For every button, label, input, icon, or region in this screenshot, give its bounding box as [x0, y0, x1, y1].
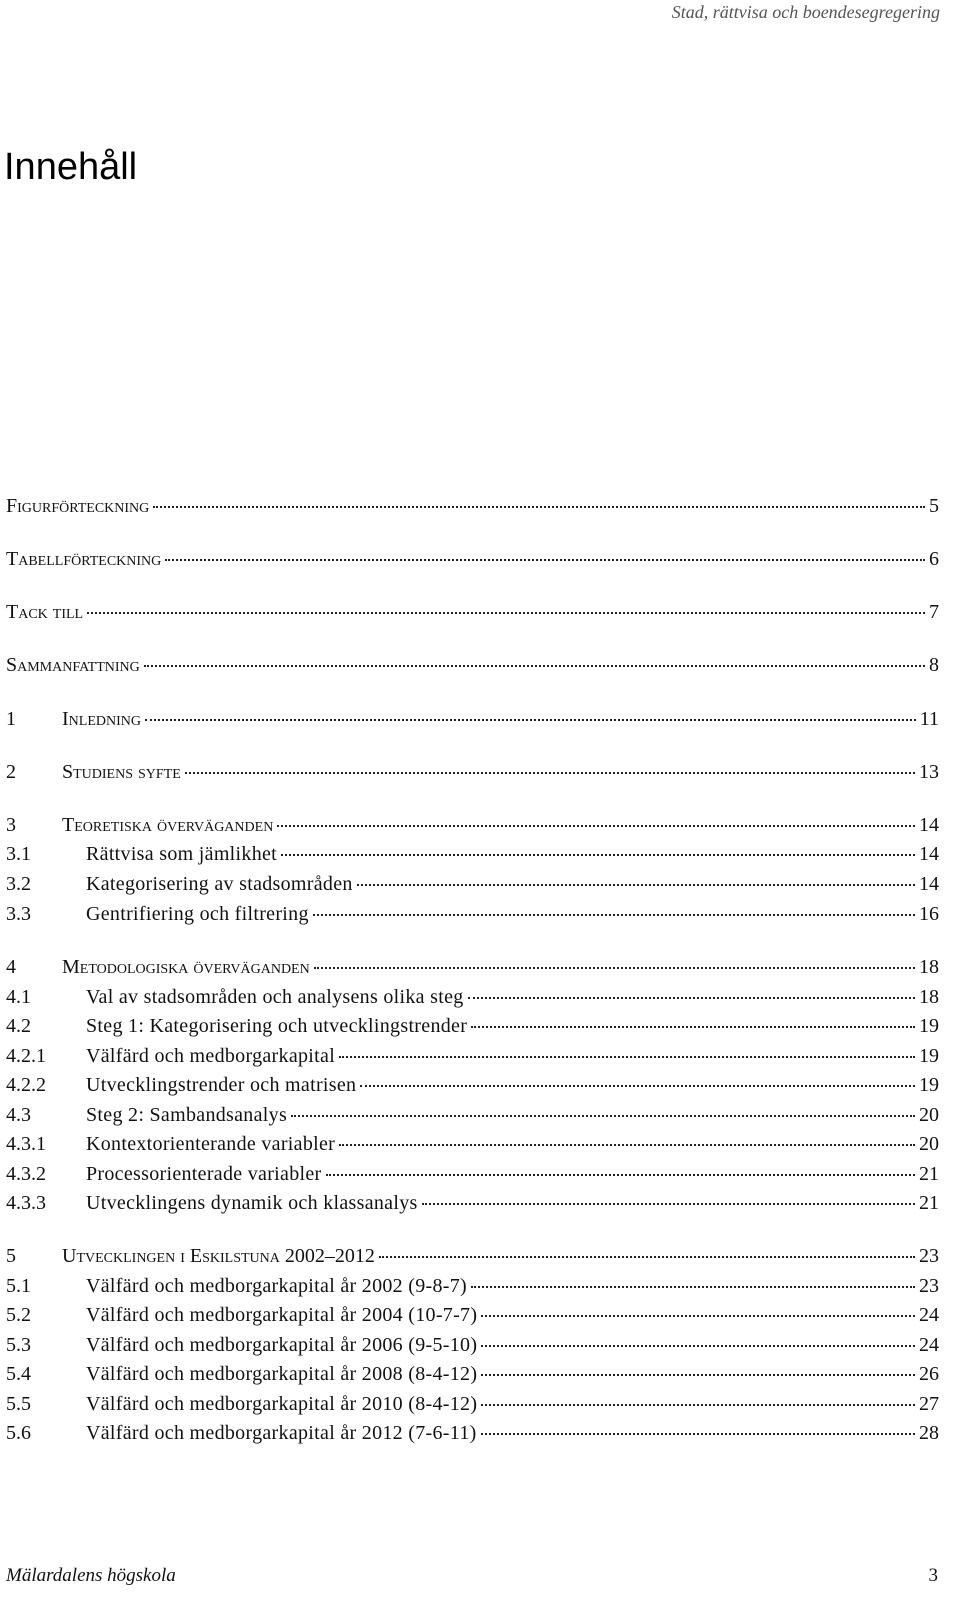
toc-entry-page: 5: [929, 495, 939, 517]
toc-entry-title: Tabellförteckning: [6, 548, 162, 570]
toc-entry-number: 3.3: [6, 903, 31, 925]
toc-entry-page: 27: [919, 1393, 939, 1415]
toc-entry-page: 16: [919, 903, 939, 925]
toc-entry-title: Välfärd och medborgarkapital år 2012 (7-6-11): [86, 1422, 477, 1444]
toc-entry-page: 20: [919, 1104, 939, 1126]
toc-entry-title: Utvecklingen i Eskilstuna 2002–2012: [62, 1245, 375, 1267]
toc-entry-page: 18: [919, 956, 939, 978]
running-header: Stad, rättvisa och boendesegregering: [671, 2, 940, 22]
toc-dot-leader: [145, 718, 916, 721]
toc-entry[interactable]: [6, 900, 939, 928]
toc-entry-page: 19: [919, 1015, 939, 1037]
toc-dot-leader: [471, 1025, 915, 1028]
toc-entry-number: 4.3.2: [6, 1163, 46, 1185]
toc-entry-page: 13: [919, 761, 939, 783]
toc-entry-number: 4.2.2: [6, 1074, 46, 1096]
toc-entry[interactable]: [6, 1101, 939, 1129]
toc-entry-number: 2: [6, 761, 16, 783]
toc-dot-leader: [357, 883, 915, 886]
toc-dot-leader: [144, 664, 925, 667]
toc-entry[interactable]: [6, 758, 939, 786]
toc-entry-page: 14: [919, 843, 939, 865]
toc-dot-leader: [339, 1143, 915, 1146]
toc-entry[interactable]: [6, 1242, 939, 1270]
toc-entry-title: Steg 2: Sambandsanalys: [86, 1104, 288, 1126]
toc-entry-title: Rättvisa som jämlikhet: [86, 843, 278, 865]
toc-entry-number: 4.2.1: [6, 1045, 46, 1067]
toc-entry-title: Välfärd och medborgarkapital år 2004 (10-7-7): [86, 1304, 478, 1326]
toc-entry-title: Välfärd och medborgarkapital år 2010 (8-4-12): [86, 1393, 478, 1415]
toc-dot-leader: [165, 558, 925, 561]
toc-entry-number: 4.3: [6, 1104, 31, 1126]
toc-dot-leader: [481, 1344, 915, 1347]
toc-entry[interactable]: [6, 1272, 939, 1300]
toc-entry-title: Välfärd och medborgarkapital år 2008 (8-4-12): [86, 1363, 478, 1385]
toc-dot-leader: [313, 913, 915, 916]
toc-entry[interactable]: [6, 545, 939, 573]
toc-entry-title: Kategorisering av stadsområden: [86, 873, 353, 895]
toc-dot-leader: [481, 1373, 915, 1376]
toc-entry-number: 4: [6, 956, 16, 978]
toc-entry-page: 14: [919, 814, 939, 836]
toc-entry-page: 26: [919, 1363, 939, 1385]
toc-entry[interactable]: [6, 1419, 939, 1447]
toc-entry-page: 24: [919, 1304, 939, 1326]
toc-entry-title: Processorienterade variabler: [86, 1163, 322, 1185]
toc-entry-page: 11: [919, 708, 939, 730]
toc-entry[interactable]: [6, 598, 939, 626]
toc-entry[interactable]: [6, 1360, 939, 1388]
toc-dot-leader: [339, 1055, 915, 1058]
toc-dot-leader: [87, 611, 925, 614]
toc-entry-title: Sammanfattning: [6, 654, 140, 676]
toc-entry-page: 7: [929, 601, 939, 623]
toc-entry-page: 23: [919, 1245, 939, 1267]
toc-entry-number: 3: [6, 814, 16, 836]
toc-entry-page: 14: [919, 873, 939, 895]
toc-entry[interactable]: [6, 1130, 939, 1158]
toc-dot-leader: [468, 996, 915, 999]
toc-entry-title: Teoretiska överväganden: [62, 814, 274, 836]
toc-entry[interactable]: [6, 840, 939, 868]
toc-entry-number: 4.1: [6, 986, 31, 1008]
toc-dot-leader: [281, 853, 915, 856]
toc-entry-page: 8: [929, 654, 939, 676]
toc-dot-leader: [481, 1314, 915, 1317]
toc-entry-page: 6: [929, 548, 939, 570]
toc-entry-number: 3.2: [6, 873, 31, 895]
toc-entry[interactable]: [6, 1301, 939, 1329]
toc-entry-title: Utvecklingstrender och matrisen: [86, 1074, 357, 1096]
toc-dot-leader: [481, 1403, 915, 1406]
toc-entry-title: Steg 1: Kategorisering och utvecklingstrender: [86, 1015, 468, 1037]
toc-entry[interactable]: [6, 811, 939, 839]
toc-entry-page: 19: [919, 1074, 939, 1096]
toc-entry-number: 4.2: [6, 1015, 31, 1037]
toc-dot-leader: [379, 1255, 915, 1258]
toc-entry[interactable]: [6, 1390, 939, 1418]
toc-entry-title: Metodologiska överväganden: [62, 956, 310, 978]
toc-dot-leader: [185, 771, 915, 774]
toc-entry-title: Välfärd och medborgarkapital: [86, 1045, 336, 1067]
toc-entry-title: Gentrifiering och filtrering: [86, 903, 309, 925]
toc-entry-title: Kontextorienterande variabler: [86, 1133, 336, 1155]
toc-entry-title: Figurförteckning: [6, 495, 150, 517]
toc-entry-title: Inledning: [62, 708, 141, 730]
toc-entry-page: 18: [919, 986, 939, 1008]
toc-entry-title: Välfärd och medborgarkapital år 2002 (9-8-7): [86, 1275, 468, 1297]
toc-entry-number: 5: [6, 1245, 16, 1267]
toc-dot-leader: [422, 1202, 915, 1205]
toc-heading: Innehåll: [4, 146, 138, 188]
toc-entry-title: Tack till: [6, 601, 84, 623]
toc-entry-number: 5.6: [6, 1422, 31, 1444]
toc-entry[interactable]: [6, 705, 939, 733]
toc-dot-leader: [481, 1432, 915, 1435]
toc-entry-number: 4.3.3: [6, 1192, 46, 1214]
toc-entry[interactable]: [6, 492, 939, 520]
toc-entry-number: 3.1: [6, 843, 31, 865]
toc-entry-page: 23: [919, 1275, 939, 1297]
footer-page-number: 3: [928, 1565, 938, 1586]
toc-dot-leader: [291, 1114, 915, 1117]
toc-entry-number: 5.3: [6, 1334, 31, 1356]
toc-entry-page: 21: [919, 1192, 939, 1214]
toc-dot-leader: [360, 1084, 915, 1087]
toc-entry[interactable]: [6, 953, 939, 981]
toc-entry-number: 5.1: [6, 1275, 31, 1297]
footer-institution: Mälardalens högskola: [6, 1565, 176, 1586]
toc-entry[interactable]: [6, 651, 939, 679]
toc-entry-title: Utvecklingens dynamik och klassanalys: [86, 1192, 418, 1214]
toc-entry[interactable]: [6, 1160, 939, 1188]
toc-entry[interactable]: [6, 870, 939, 898]
toc-entry[interactable]: [6, 1071, 939, 1099]
toc-entry-number: 5.2: [6, 1304, 31, 1326]
toc-dot-leader: [277, 824, 915, 827]
toc-entry[interactable]: [6, 1012, 939, 1040]
toc-dot-leader: [471, 1285, 915, 1288]
toc-entry-number: 5.5: [6, 1393, 31, 1415]
toc-entry-page: 24: [919, 1334, 939, 1356]
toc-entry-page: 28: [919, 1422, 939, 1444]
toc-entry[interactable]: [6, 983, 939, 1011]
toc-dot-leader: [326, 1173, 915, 1176]
toc-entry-number: 5.4: [6, 1363, 31, 1385]
toc-entry-number: 4.3.1: [6, 1133, 46, 1155]
toc-entry-title: Val av stadsområden och analysens olika steg: [86, 986, 464, 1008]
toc-entry-number: 1: [6, 708, 16, 730]
toc-entry-page: 21: [919, 1163, 939, 1185]
toc-dot-leader: [153, 505, 925, 508]
toc-dot-leader: [314, 966, 915, 969]
toc-entry-title: Välfärd och medborgarkapital år 2006 (9-5-10): [86, 1334, 478, 1356]
toc-entry-title: Studiens syfte: [62, 761, 181, 783]
toc-entry[interactable]: [6, 1331, 939, 1359]
toc-entry[interactable]: [6, 1189, 939, 1217]
toc-entry-page: 20: [919, 1133, 939, 1155]
toc-entry-page: 19: [919, 1045, 939, 1067]
toc-entry[interactable]: [6, 1042, 939, 1070]
